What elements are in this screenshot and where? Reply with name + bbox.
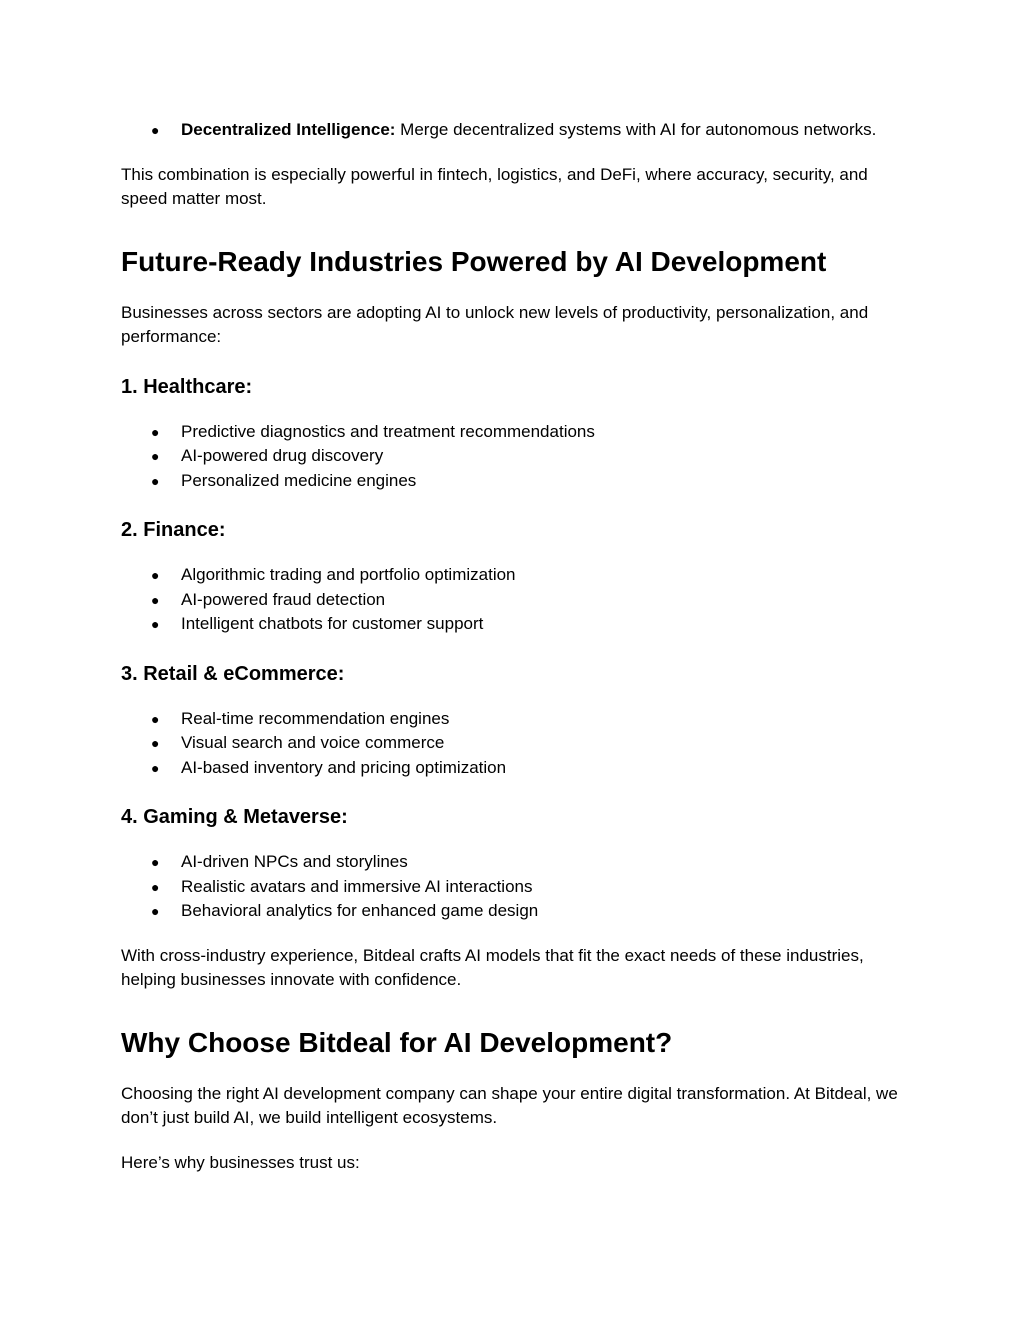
- list-item: [121, 612, 906, 637]
- industries-intro: Businesses across sectors are adopting AI to unlock new levels of productivity, personalization, and performance:: [121, 302, 869, 346]
- list-item-text: Personalized medicine engines: [181, 470, 417, 490]
- healthcare-list: [121, 420, 906, 494]
- bullet-icon: ●: [151, 122, 160, 138]
- list-item: [121, 731, 906, 756]
- list-item-text: Predictive diagnostics and treatment recommendations: [181, 421, 595, 441]
- bullet-icon: ●: [151, 448, 160, 464]
- list-item-text: Intelligent chatbots for customer support: [181, 614, 484, 633]
- bullet-text: Merge decentralized systems with AI for autonomous networks.: [395, 120, 877, 139]
- section-heading-why-bitdeal: Why Choose Bitdeal for AI Development?: [121, 1026, 673, 1058]
- list-item-text: AI-powered drug discovery: [181, 446, 384, 465]
- finance-list: [121, 563, 906, 637]
- bullet-icon: ●: [151, 903, 160, 919]
- bullet-icon: ●: [151, 472, 160, 489]
- list-item-text: AI-powered fraud detection: [181, 589, 386, 609]
- list-item: [121, 469, 906, 494]
- bullet-icon: ●: [151, 710, 160, 727]
- list-item: [121, 588, 906, 613]
- bullet-icon: ●: [151, 423, 160, 440]
- industry-heading-retail: 3. Retail & eCommerce:: [121, 662, 345, 685]
- list-item: [121, 444, 906, 469]
- list-item-text: AI-based inventory and pricing optimization: [181, 757, 507, 777]
- bullet-icon: ●: [151, 567, 160, 583]
- intro-paragraph: This combination is especially powerful in fintech, logistics, and DeFi, where accuracy, security, and speed matter most.: [121, 164, 868, 208]
- bullet-icon: ●: [151, 854, 160, 870]
- list-item: [121, 899, 906, 924]
- document-page: [121, 118, 906, 1175]
- bullet-icon: ●: [151, 878, 160, 895]
- list-item-text: Behavioral analytics for enhanced game design: [181, 901, 539, 920]
- list-item-text: Real-time recommendation engines: [181, 708, 450, 728]
- list-item-text: AI-driven NPCs and storylines: [181, 852, 408, 871]
- bullet-icon: ●: [151, 735, 160, 751]
- list-item: [121, 420, 906, 445]
- list-item-text: Algorithmic trading and portfolio optimization: [181, 565, 516, 584]
- list-item: [121, 756, 906, 781]
- bullet-icon: ●: [151, 591, 160, 608]
- why-bitdeal-paragraph: Choosing the right AI development company can shape your entire digital transformation. At Bitdeal, we don’t just build AI, we build intelligent ecosystems.: [121, 1083, 898, 1127]
- retail-list: [121, 707, 906, 781]
- list-item-text: Visual search and voice commerce: [181, 733, 445, 752]
- list-item: [121, 563, 906, 588]
- trust-line: Here’s why businesses trust us:: [121, 1152, 360, 1172]
- list-item: [121, 875, 906, 900]
- section-heading-industries: Future-Ready Industries Powered by AI Development: [121, 245, 827, 277]
- gaming-list: [121, 850, 906, 924]
- list-item: [121, 850, 906, 875]
- bullet-icon: ●: [151, 616, 160, 632]
- bullet-icon: ●: [151, 759, 160, 776]
- intro-bullet-list: [121, 118, 906, 143]
- industry-heading-finance: 2. Finance:: [121, 519, 226, 541]
- industry-heading-healthcare: 1. Healthcare:: [121, 375, 253, 398]
- bullet-term: Decentralized Intelligence:: [181, 120, 396, 139]
- list-item-text: Realistic avatars and immersive AI interactions: [181, 876, 533, 896]
- industries-closing: With cross-industry experience, Bitdeal crafts AI models that fit the exact needs of these industries, helping businesses innovate with confidence.: [121, 945, 864, 989]
- list-item: [121, 707, 906, 732]
- list-item: [121, 118, 906, 143]
- industry-heading-gaming: 4. Gaming & Metaverse:: [121, 806, 348, 828]
